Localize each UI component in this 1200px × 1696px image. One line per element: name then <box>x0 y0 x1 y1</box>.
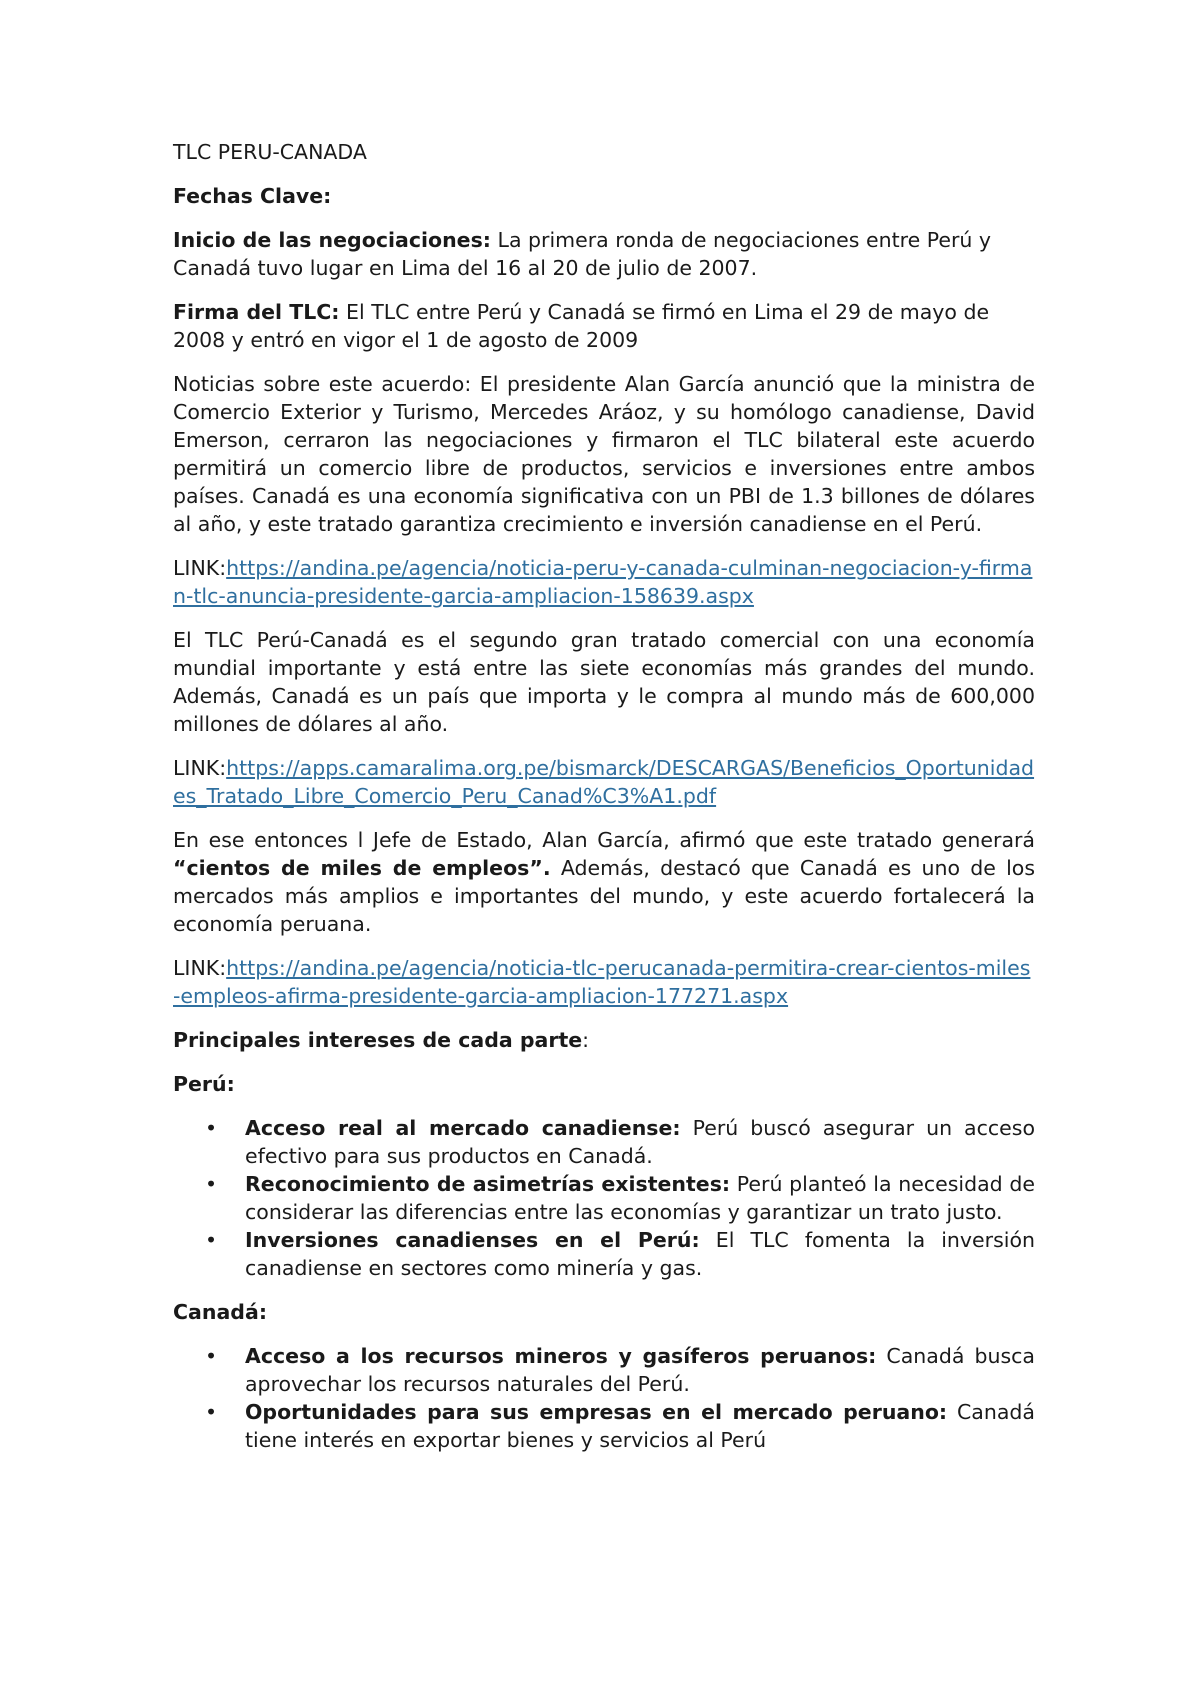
document-page <box>173 138 1035 1470</box>
bullet-icon: • <box>205 1116 218 1140</box>
bullet-icon: • <box>205 1400 218 1424</box>
item-label: Reconocimiento de asimetrías existentes: <box>245 1172 731 1196</box>
item-text: Perú planteó la necesidad de considerar las diferencias entre las economías y garantizar un trato justo. <box>245 1172 1035 1224</box>
link2-url[interactable]: https://apps.camaralima.org.pe/bismarck/DESCARGAS/Beneficios_Oportunidades_Tratado_Libre_Comercio_Peru_Canad%C3%A1.pdf <box>173 756 1035 808</box>
link2-prefix: LINK: <box>173 756 227 780</box>
intereses-label: Principales intereses de cada parte <box>173 1028 583 1052</box>
link2-paragraph <box>173 754 1035 810</box>
link1-prefix: LINK: <box>173 556 227 580</box>
fechas-heading: Fechas Clave: <box>173 184 332 208</box>
noticias-paragraph: Noticias sobre este acuerdo: El presidente Alan García anunció que la ministra de Comercio Exterior y Turismo, Mercedes Aráoz, y su homólogo canadiense, David Emerson, cerraron las negociaciones y firmaron el TLC bilateral este acuerdo permitirá un comercio libre de productos, servicios e inversiones entre ambos países. Canadá es una economía significativa con un PBI de 1.3 billones de dólares al año, y este tratado garantiza crecimiento e inversión canadiense en el Perú. <box>173 372 1035 536</box>
jefe-text-after: Además, destacó que Canadá es uno de los mercados más amplios e importantes del mundo, y este acuerdo fortalecerá la economía peruana. <box>173 856 1036 936</box>
list-item <box>205 1226 1035 1282</box>
list-item <box>205 1398 1035 1454</box>
document-title: TLC PERU-CANADA <box>173 140 367 164</box>
list-item <box>205 1342 1035 1398</box>
jefe-quote: “cientos de miles de empleos”. <box>173 856 551 880</box>
link1-url[interactable]: https://andina.pe/agencia/noticia-peru-y-canada-culminan-negociacion-y-firman-tlc-anuncia-presidente-garcia-ampliacion-158639.aspx <box>173 556 1033 608</box>
peru-list <box>173 1114 1035 1282</box>
bullet-icon: • <box>205 1344 218 1368</box>
item-label: Acceso a los recursos mineros y gasíferos peruanos: <box>245 1344 877 1368</box>
item-text: Canadá tiene interés en exportar bienes y servicios al Perú <box>245 1400 1035 1452</box>
firma-label: Firma del TLC: <box>173 300 340 324</box>
firma-paragraph <box>173 298 1035 354</box>
item-text: El TLC fomenta la inversión canadiense en sectores como minería y gas. <box>245 1228 1035 1280</box>
item-text: Canadá busca aprovechar los recursos naturales del Perú. <box>245 1344 1035 1396</box>
jefe-paragraph <box>173 826 1035 938</box>
canada-list <box>173 1342 1035 1454</box>
intereses-heading <box>173 1026 1035 1054</box>
item-text: Perú buscó asegurar un acceso efectivo para sus productos en Canadá. <box>245 1116 1035 1168</box>
firma-text: El TLC entre Perú y Canadá se firmó en Lima el 29 de mayo de 2008 y entró en vigor el 1 de agosto de 2009 <box>173 300 990 352</box>
link3-prefix: LINK: <box>173 956 227 980</box>
jefe-text-before: En ese entonces l Jefe de Estado, Alan García, afirmó que este tratado generará <box>173 828 1035 852</box>
inicio-paragraph <box>173 226 1035 282</box>
item-label: Inversiones canadienses en el Perú: <box>245 1228 700 1252</box>
link1-paragraph <box>173 554 1035 610</box>
canada-heading: Canadá: <box>173 1300 268 1324</box>
bullet-icon: • <box>205 1172 218 1196</box>
inicio-label: Inicio de las negociaciones: <box>173 228 491 252</box>
link3-url[interactable]: https://andina.pe/agencia/noticia-tlc-perucanada-permitira-crear-cientos-miles-empleos-afirma-presidente-garcia-ampliacion-177271.aspx <box>173 956 1031 1008</box>
list-item <box>205 1114 1035 1170</box>
peru-heading: Perú: <box>173 1072 235 1096</box>
item-label: Acceso real al mercado canadiense: <box>245 1116 681 1140</box>
inicio-text: La primera ronda de negociaciones entre Perú y Canadá tuvo lugar en Lima del 16 al 20 de julio de 2007. <box>173 228 992 280</box>
list-item <box>205 1170 1035 1226</box>
bullet-icon: • <box>205 1228 218 1252</box>
link3-paragraph <box>173 954 1035 1010</box>
segundo-paragraph: El TLC Perú-Canadá es el segundo gran tratado comercial con una economía mundial importante y está entre las siete economías más grandes del mundo. Además, Canadá es un país que importa y le compra al mundo más de 600,000 millones de dólares al año. <box>173 628 1035 736</box>
intereses-colon: : <box>582 1028 590 1052</box>
item-label: Oportunidades para sus empresas en el mercado peruano: <box>245 1400 948 1424</box>
